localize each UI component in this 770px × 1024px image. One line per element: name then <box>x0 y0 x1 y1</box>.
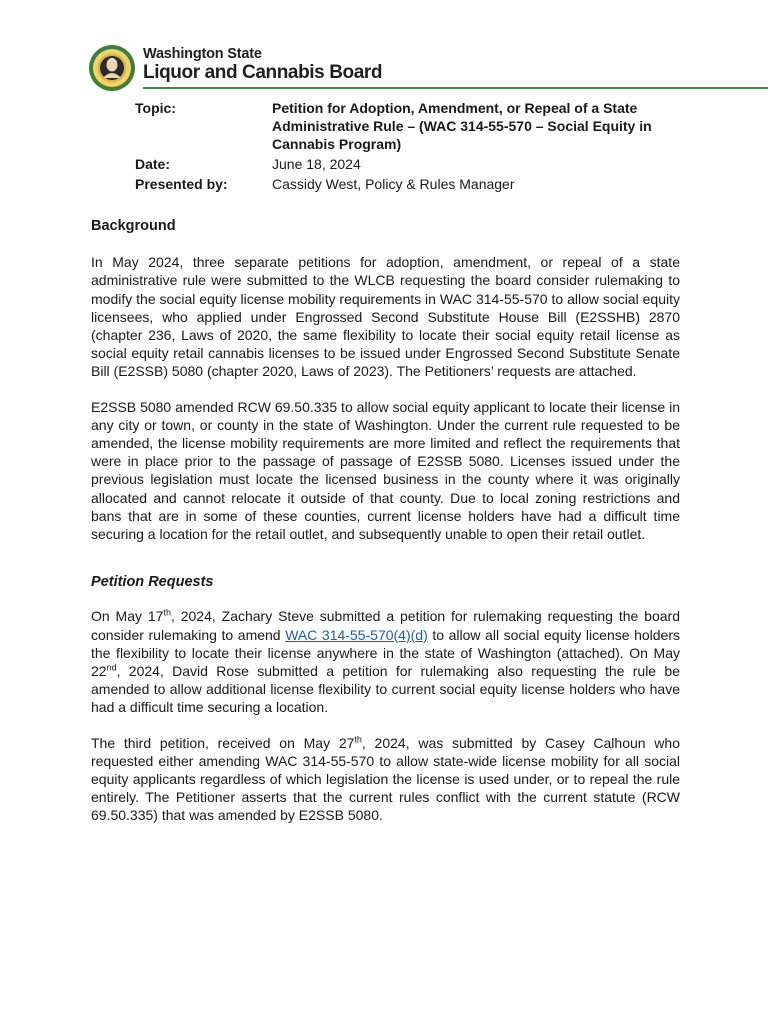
topic-value: Petition for Adoption, Amendment, or Repeal of a State Administrative Rule – (WAC 314-55-570 – Social Equity in Cannabis Program) <box>272 100 652 152</box>
letterhead <box>88 44 688 94</box>
petition-paragraph-1: On May 17th, 2024, Zachary Steve submitted a petition for rulemaking requesting the board consider rulemaking to amend WAC 314-55-570(4)(d) to allow all social equity license holders the flexibility to locate their license anywhere in the state of Washington (attached). On May 22nd, 2024, David Rose submitted a petition for rulemaking also requesting the rule be amended to allow additional license flexibility to current social equity license holders who have had a difficult time securing a location. <box>91 607 681 716</box>
org-name-line1: Washington State <box>143 46 262 62</box>
memo-meta <box>135 99 695 195</box>
memo-body <box>91 217 680 842</box>
background-paragraph-2: E2SSB 5080 amended RCW 69.50.335 to allow social equity applicant to locate their license in any city or town, or county in the state of Washington. Under the current rule requested to be amended, the license mobility requirements are more limited and reflect the requirements that were in place prior to the passage of passage of E2SSB 5080. Licenses issued under the previous legislation must locate the licensed business in the county where it was originally allocated and cannot relocate it outside of that county. Due to local zoning restrictions and bans that are in some of these counties, current license holders have had a difficult time securing a location for the retail outlet, and subsequently unable to open their retail outlet. <box>91 398 680 543</box>
petition-requests-heading: Petition Requests <box>91 574 214 591</box>
header-divider <box>143 87 768 89</box>
date-label: Date: <box>135 156 171 172</box>
background-paragraph-1: In May 2024, three separate petitions for adoption, amendment, or repeal of a state administrative rule were submitted to the WLCB requesting the board consider rulemaking to modify the social equity license mobility requirements in WAC 314-55-570 to allow social equity licensees, who applied under Engrossed Second Substitute House Bill (E2SSHB) 2870 (chapter 236, Laws of 2020, the same flexibility to locate their social equity retail license as social equity retail cannabis licenses to be issued under Engrossed Second Substitute Senate Bill (E2SSB) 5080 (chapter 2020, Laws of 2023). The Petitioners’ requests are attached. <box>91 254 680 380</box>
state-seal-icon <box>88 44 136 92</box>
org-name-line2: Liquor and Cannabis Board <box>143 62 383 83</box>
topic-row <box>135 99 695 153</box>
presenter-row <box>135 175 695 193</box>
wac-rule-link[interactable]: WAC 314-55-570(4)(d) <box>285 626 428 643</box>
petition-paragraph-2: The third petition, received on May 27th, 2024, was submitted by Casey Calhoun who requested either amending WAC 314-55-570 to allow state-wide license mobility for all social equity applicants regardless of which legislation the license is used under, or to repeal the rule entirely. The Petitioner asserts that the current rules conflict with the current statute (RCW 69.50.335) that was amended by E2SSB 5080. <box>91 734 680 824</box>
presented-by-label: Presented by: <box>135 176 228 192</box>
topic-label: Topic: <box>135 100 176 116</box>
date-value: June 18, 2024 <box>272 156 361 172</box>
date-row <box>135 155 695 173</box>
presented-by-value: Cassidy West, Policy & Rules Manager <box>272 176 515 192</box>
background-heading: Background <box>91 218 176 234</box>
